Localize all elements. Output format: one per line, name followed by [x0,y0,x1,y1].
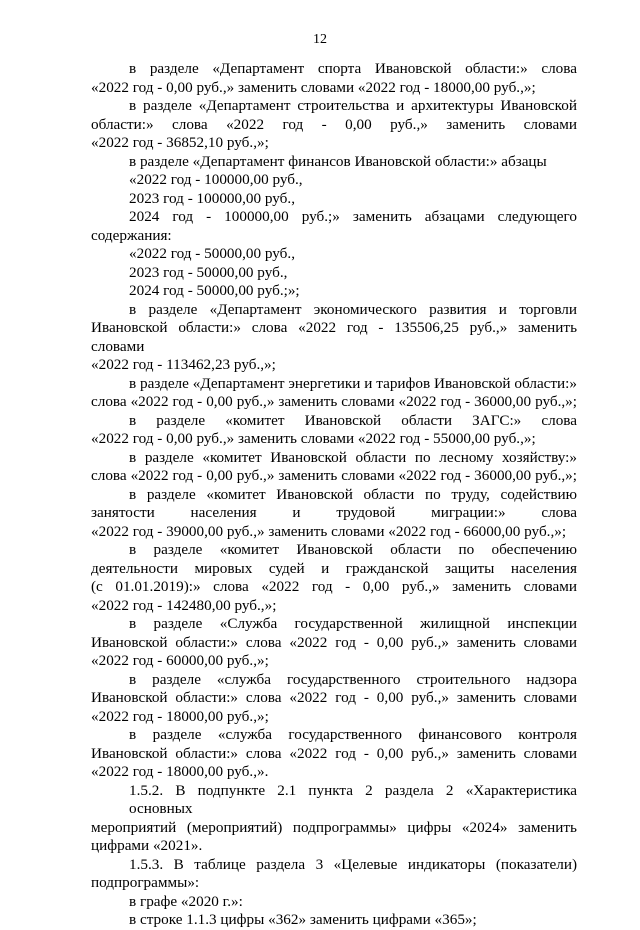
text-line: слова «2022 год - 0,00 руб.,» заменить словами «2022 год - 36000,00 руб.,»; [91,393,577,410]
text-line: Ивановской области:» слова «2022 год - 0,00 руб.,» заменить словами [91,689,577,706]
text-line: «2022 год - 60000,00 руб.,»; [91,652,269,669]
text-line: в графе «2020 г.»: [129,892,243,910]
text-line: в разделе «Департамент экономического развития и торговли [129,300,577,318]
text-line: 2023 год - 50000,00 руб., [129,263,288,281]
text-line: в разделе «комитет Ивановской области по обеспечению [129,541,577,558]
text-line: Ивановской области:» слова «2022 год - 0,00 руб.,» заменить словами [91,633,577,651]
text-line: в разделе «Департамент строительства и архитектуры Ивановской [129,97,577,114]
text-line: 2024 год - 100000,00 руб.;» заменить абзацами следующего [129,208,577,225]
text-line: «2022 год - 50000,00 руб., [129,245,296,262]
text-line: в разделе «служба государственного финансового контроля [129,726,577,743]
text-line: «2022 год - 100000,00 руб., [129,171,303,188]
text-line: мероприятий (мероприятий) подпрограммы» цифры «2024» заменить [91,818,577,836]
text-line: Ивановской области:» слова «2022 год - 135506,25 руб.,» заменить словами [91,319,577,355]
text-line: содержания: [91,226,172,244]
text-line: «2022 год - 36852,10 руб.,»; [91,134,269,151]
text-line: подпрограммы»: [91,874,200,891]
text-line: «2022 год - 0,00 руб.,» заменить словами «2022 год - 55000,00 руб.,»; [91,430,536,447]
document-body [91,60,577,930]
text-line: в разделе «Департамент энергетики и тарифов Ивановской области:» [129,374,577,392]
text-line: «2022 год - 142480,00 руб.,»; [91,596,277,614]
text-line: в разделе «Департамент финансов Ивановской области:» абзацы [129,152,547,170]
text-line: слова «2022 год - 0,00 руб.,» заменить словами «2022 год - 36000,00 руб.,»; [91,467,577,484]
text-line: (с 01.01.2019):» слова «2022 год - 0,00 руб.,» заменить словами [91,578,577,595]
text-line: «2022 год - 113462,23 руб.,»; [91,356,276,373]
text-line: «2022 год - 0,00 руб.,» заменить словами «2022 год - 18000,00 руб.,»; [91,78,536,96]
text-line: цифрами «2021». [91,837,203,854]
text-line: деятельности мировых судей и гражданской защиты населения [91,559,577,577]
text-line: в разделе «Служба государственной жилищной инспекции [129,615,577,632]
text-line: области:» слова «2022 год - 0,00 руб.,» заменить словами [91,115,577,133]
text-line: в строке 1.1.3 цифры «362» заменить цифрами «365»; [129,911,477,928]
text-line: «2022 год - 39000,00 руб.,» заменить словами «2022 год - 66000,00 руб.,»; [91,522,567,540]
text-line: в разделе «служба государственного строительного надзора [129,670,577,688]
text-line: «2022 год - 18000,00 руб.,». [91,763,269,780]
text-line: 1.5.2. В подпункте 2.1 пункта 2 раздела 2 «Характеристика основных [129,781,577,817]
text-line: в разделе «Департамент спорта Ивановской области:» слова [129,60,577,77]
text-line: в разделе «комитет Ивановской области по лесному хозяйству:» [129,448,577,466]
text-line: 1.5.3. В таблице раздела 3 «Целевые индикаторы (показатели) [129,855,577,873]
text-line: занятости населения и трудовой миграции:» слова [91,504,577,521]
text-line: 2023 год - 100000,00 руб., [129,189,296,207]
text-line: 2024 год - 50000,00 руб.;»; [129,282,300,299]
text-line: в разделе «комитет Ивановской области ЗАГС:» слова [129,411,577,429]
text-line: Ивановской области:» слова «2022 год - 0,00 руб.,» заменить словами [91,744,577,762]
text-line: «2022 год - 18000,00 руб.,»; [91,707,269,725]
text-line: в разделе «комитет Ивановской области по труду, содействию [129,485,577,503]
page-number: 12 [313,32,327,47]
